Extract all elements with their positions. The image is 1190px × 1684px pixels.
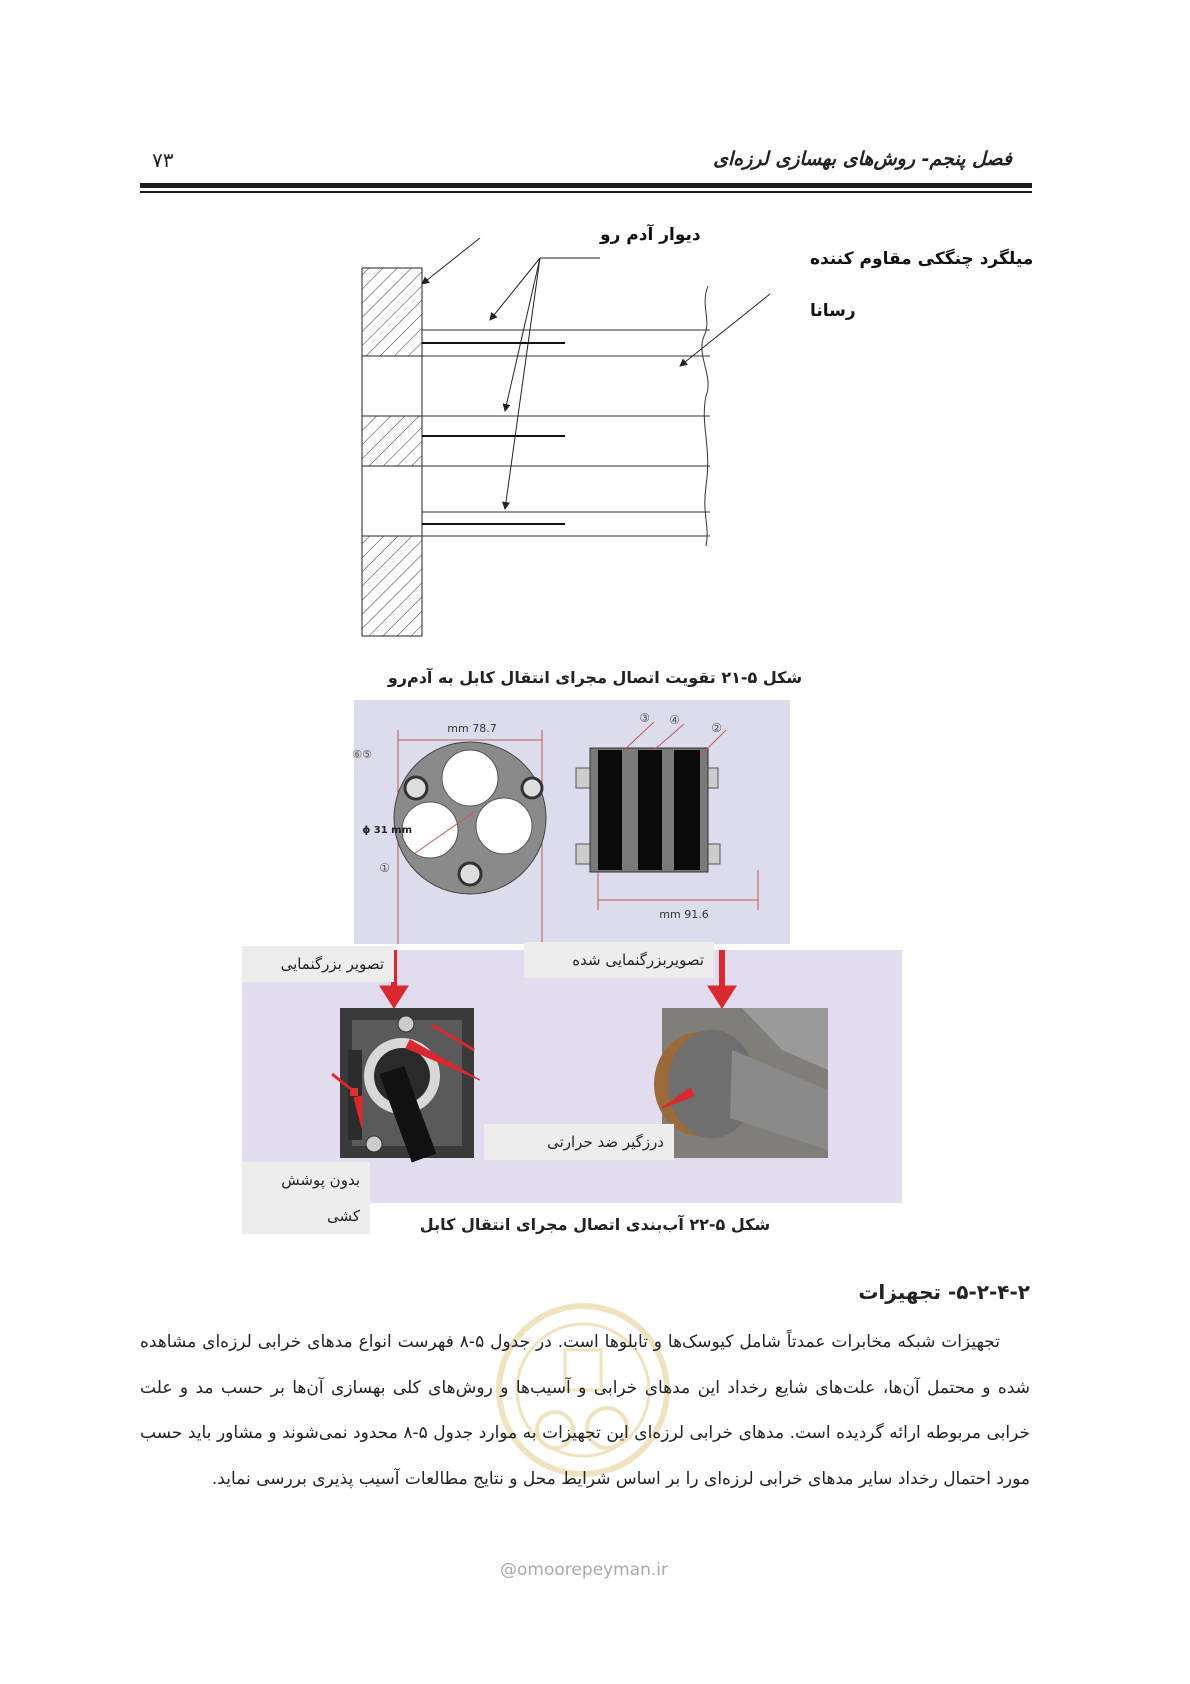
page-number: ۷۳ bbox=[152, 148, 174, 172]
label-fire-seal: درزگیر ضد حرارتی bbox=[484, 1124, 674, 1160]
callout-1: ① bbox=[379, 861, 390, 875]
dim-width: 78.7 mm bbox=[447, 722, 497, 735]
section-heading: ۵-۲-۴-۲- تجهیزات bbox=[858, 1280, 1030, 1304]
figure-21-caption: شکل ۵-۲۱ تقویت اتصال مجرای انتقال کابل به آدم‌رو bbox=[387, 668, 803, 687]
figure-21-diagram bbox=[340, 225, 1034, 646]
conduit-lines bbox=[422, 286, 710, 546]
section-paragraph: تجهیزات شبکه مخابرات عمدتاً شامل کیوسک‌ها و تابلوها است. در جدول ۵-۸ فهرست انواع مدهای خرابی لرزه‌ای مشاهده شده و محتمل آن‌ها، علت‌های شایع رخداد این مدهای خرابی و آسیب‌ها و روش‌های کلی بهسازی آن‌ها بر حسب مد و علت خرابی مربوطه ارائه گردیده است. مدهای خرابی لرزه‌ای این تجهیزات به موارد جدول ۵-۸ محدود نمی‌شوند و مشاور باید حسب مورد احتمال رخداد سایر مدهای خرابی لرزه‌ای را بر اساس شرایط محل و نتایج مطالعات آسیب پذیری بررسی نماید. bbox=[140, 1332, 1030, 1489]
dim-length: 91.6 mm bbox=[659, 908, 709, 921]
seal-side-view bbox=[576, 748, 720, 872]
label-magnified: تصویر بزرگنمایی bbox=[242, 946, 394, 982]
label-magnified-done: تصویربزرگنمایی شده bbox=[524, 942, 714, 978]
figure-22-caption: شکل ۵-۲۲ آب‌بندی اتصال مجرای انتقال کابل bbox=[419, 1215, 771, 1234]
figure-22-technical-drawing bbox=[354, 700, 790, 944]
photo-cable-entry bbox=[340, 1008, 474, 1158]
label-no-sheath: بدون پوشش کشی bbox=[242, 1162, 370, 1234]
callout-3: ③ bbox=[639, 711, 650, 725]
photo-magnified bbox=[654, 1008, 828, 1158]
label-conduit: رسانا bbox=[810, 301, 856, 321]
watermark-url: @omoorepeyman.ir bbox=[500, 1560, 669, 1580]
body-text bbox=[140, 1320, 1030, 1502]
leader-wall bbox=[422, 238, 480, 284]
hook-rebars bbox=[422, 343, 565, 524]
callout-2: ② bbox=[711, 721, 722, 735]
header-rule bbox=[140, 183, 1032, 188]
manhole-wall bbox=[362, 268, 422, 636]
callout-5-6: ⑤⑥ bbox=[352, 748, 372, 761]
header-rule-thin bbox=[140, 191, 1032, 193]
label-manhole-wall: دیوار آدم رو bbox=[600, 225, 701, 245]
chapter-title: فصل پنجم- روش‌های بهسازی لرزه‌ای bbox=[713, 148, 1012, 170]
callout-4: ④ bbox=[669, 713, 680, 727]
seal-face bbox=[394, 742, 546, 894]
leader-rebar-2 bbox=[505, 258, 540, 411]
dim-diameter: ϕ 31 mm bbox=[362, 825, 412, 836]
label-hook-rebar: میلگرد چنگکی مقاوم کننده bbox=[810, 249, 1034, 269]
